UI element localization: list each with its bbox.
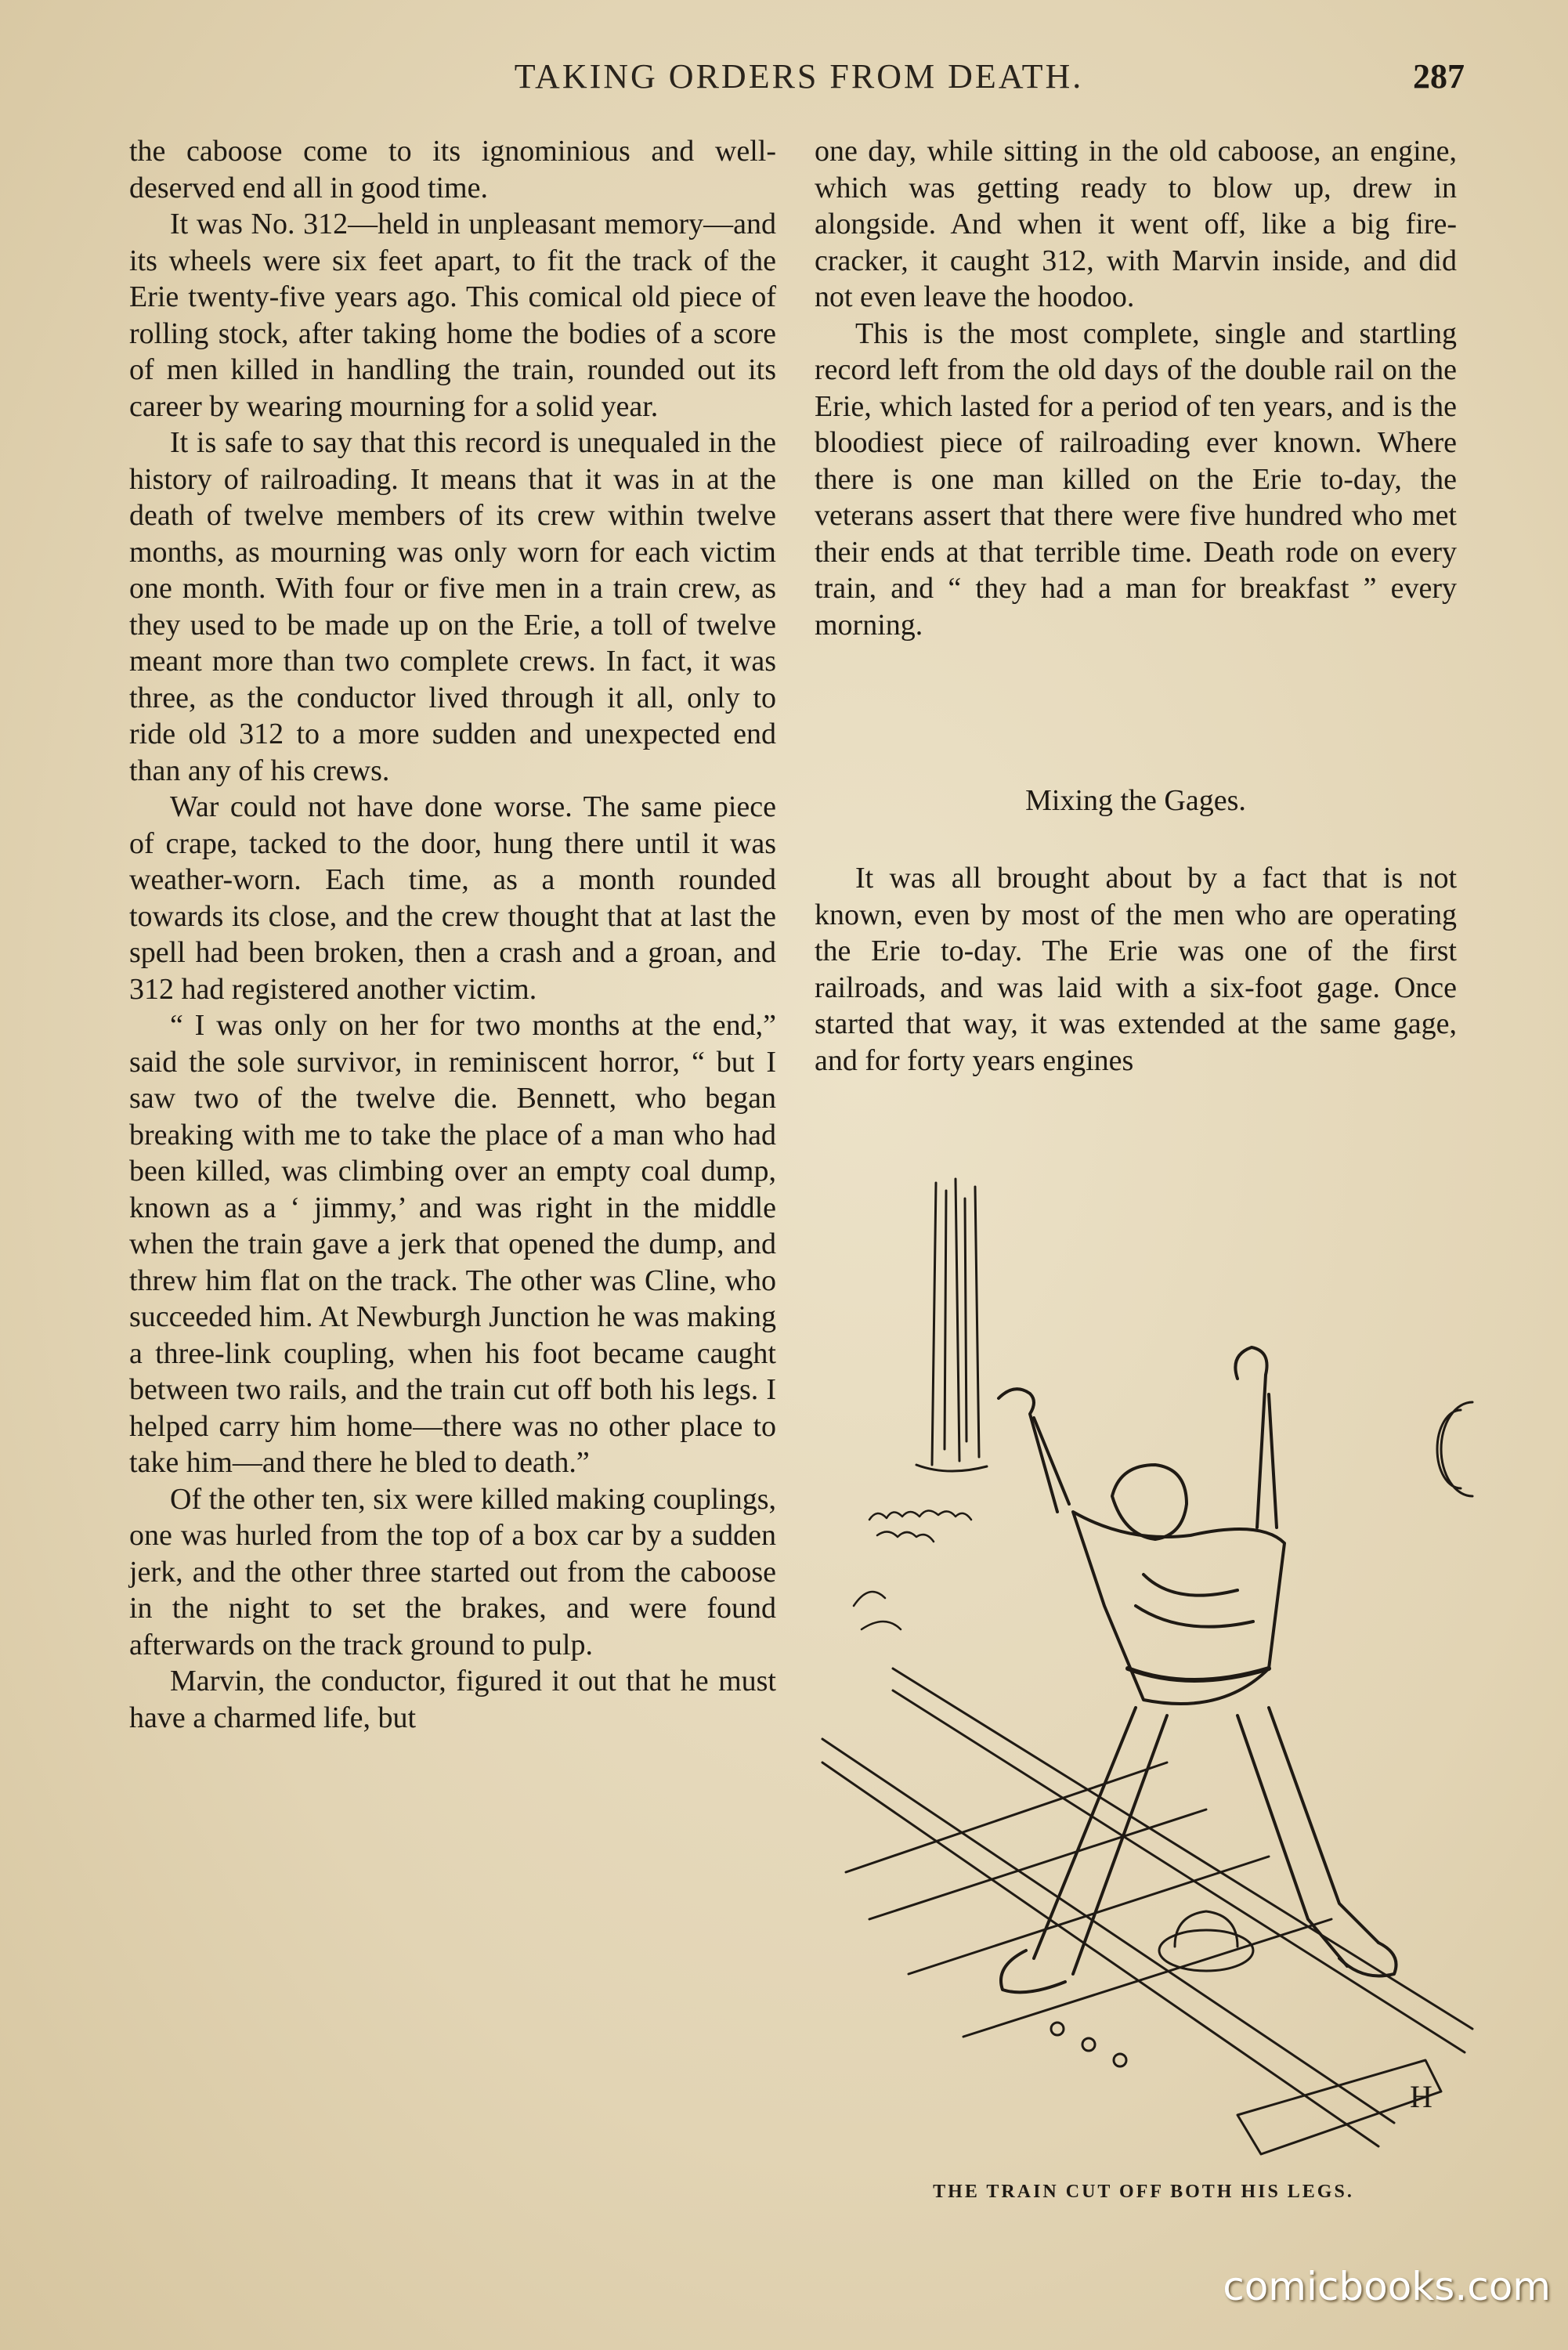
wheel-drawing xyxy=(1437,1402,1472,1496)
paragraph: War could not have done worse. The same piece of crape, tacked to the door, hung there until it was weather-worn. Each time, as a month rounded towards its close, and the crew thought that at last the spell had been broken, then a crash and a groan, and 312 had registered another victim. xyxy=(129,790,776,1006)
right-column-bottom xyxy=(815,860,1457,1079)
paragraph: one day, while sitting in the old caboose, an engine, which was getting ready to blow up, drew in alongside. And when it went off, like a big fire-cracker, it caught 312, with Marvin inside, and did not even leave the hoodoo. xyxy=(815,135,1457,313)
illustration-train-accident xyxy=(799,1167,1488,2170)
car-post-drawing xyxy=(916,1179,987,1471)
paragraph: “ I was only on her for two months at the end,” said the sole survivor, in reminiscent horror, “ but I saw two of the twelve die. Bennett, who began breaking with me to take the place of a man who had been killed, was climbing over an empty coal dump, known as a ‘ jimmy,’ and was right in the middle when the train gave a jerk that opened the dump, and threw him flat on the track. The other was Cline, who succeeded him. At Newburgh Junction he was making a three-link coupling, when his foot became caught between two rails, and the train cut off both his legs. I helped carry him home—there was no other place to take him—and there he bled to death.” xyxy=(129,1009,776,1479)
foliage-drawing xyxy=(854,1510,971,1629)
left-column xyxy=(129,133,776,1736)
page-header xyxy=(0,56,1568,103)
page-number: 287 xyxy=(1413,57,1465,96)
figure-drawing xyxy=(999,1347,1396,1992)
hat-drawing xyxy=(1159,1911,1253,1971)
watermark: comicbooks.com xyxy=(1223,2264,1551,2309)
paragraph: Of the other ten, six were killed making couplings, one was hurled from the top of a box car by a sudden jerk, and the other three started out from the caboose in the night to set the brakes, and were found afterwards on the track ground to pulp. xyxy=(129,1482,776,1661)
paragraph: This is the most complete, single and startling record left from the old days of the double rail on the Erie, which lasted for a period of ten years, and is the bloodiest piece of railroading ever known. Where there is one man killed on the Erie to-day, the veterans assert that there were five hundred who met their ends at that terrible time. Death rode on every train, and “ they had a man for breakfast ” every morning. xyxy=(815,316,1457,642)
railroad-track-drawing xyxy=(822,1668,1472,2154)
illustration-caption: THE TRAIN CUT OFF BOTH HIS LEGS. xyxy=(933,2182,1354,2202)
artist-signature: H xyxy=(1410,2079,1433,2114)
paragraph: It is safe to say that this record is unequaled in the history of railroading. It means that it was in at the death of twelve members of its crew within twelve months, as mourning was only worn for each victim one month. With four or five men in a train crew, as they used to be made up on the Erie, a toll of twelve meant more than two complete crews. In fact, it was three, as the conductor lived through it all, only to ride old 312 to a more sudden and unexpected end than any of his crews. xyxy=(129,426,776,787)
running-title: TAKING ORDERS FROM DEATH. xyxy=(514,57,1084,96)
section-subheading: Mixing the Gages. xyxy=(1025,784,1246,817)
paragraph: It was all brought about by a fact that is not known, even by most of the men who are operating the Erie to-day. The Erie was one of the first railroads, and was laid with a six-foot gage. Once started that way, it was extended at the same gage, and for forty years engines xyxy=(815,862,1457,1077)
paragraph: the caboose come to its ignominious and well-deserved end all in good time. xyxy=(129,135,776,204)
paragraph: Marvin, the conductor, figured it out that he must have a charmed life, but xyxy=(129,1665,776,1734)
paragraph: It was No. 312—held in unpleasant memory—and its wheels were six feet apart, to fit the track of the Erie twenty-five years ago. This comical old piece of rolling stock, after taking home the bodies of a score of men killed in handling the train, rounded out its career by wearing mourning for a solid year. xyxy=(129,208,776,423)
right-column-top xyxy=(815,133,1457,643)
